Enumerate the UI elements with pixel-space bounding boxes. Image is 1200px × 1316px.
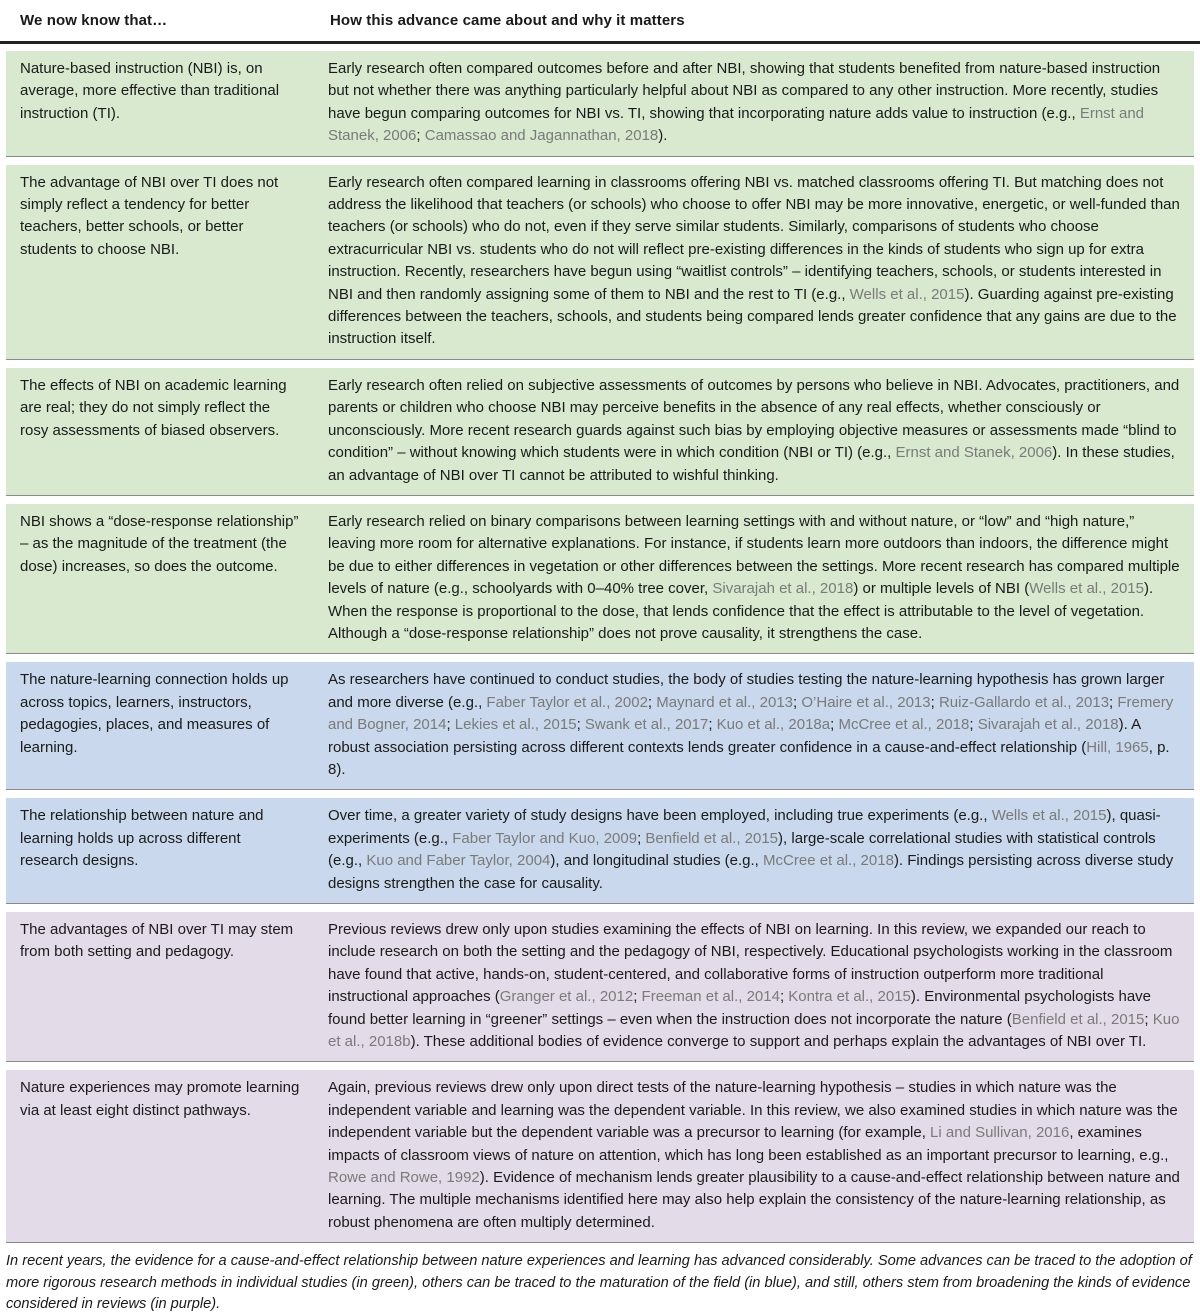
explanation-text: ), large-scale correlational studies with statistical controls (e.g., — [328, 829, 1156, 870]
explanation-text: ; — [446, 716, 455, 734]
finding-cell: The advantage of NBI over TI does not simply reflect a tendency for better teachers, better schools, or better students to choose NBI. — [20, 173, 279, 258]
finding-cell: NBI shows a “dose-response relationship” – as the magnitude of the treatment (the dose) increases, so does the outcome. — [20, 512, 299, 575]
explanation-text: Over time, a greater variety of study designs have been employed, including true experiments (e.g., — [328, 807, 992, 825]
finding-cell: Nature experiences may promote learning via at least eight distinct pathways. — [20, 1079, 300, 1119]
explanation-text: ). These additional bodies of evidence converge to support and perhaps explain the advantages of NBI over TI. — [410, 1033, 1147, 1051]
citation-link[interactable]: Kuo et al., 2018a — [716, 716, 831, 734]
explanation-text: ; — [708, 716, 717, 734]
table-row — [6, 1070, 1194, 1243]
explanation-text: Previous reviews drew only upon studies examining the effects of NBI on learning. In this review, we expanded our reach to include research on both the setting and the pedagogy of NBI, respectively. Educational psychologists working in the classroom have found that active, hands-on, student-centered, and collaborative forms of instruction outperform more traditional instructional approaches ( — [328, 921, 1173, 1006]
explanation-text: ; — [830, 716, 839, 734]
citation-link[interactable]: Ernst and Stanek, 2006 — [895, 444, 1053, 462]
explanation-text: ). Guarding against pre-existing differences between the teachers, schools, and students being compared lends greater confidence that any gains are due to the instruction itself. — [328, 285, 1177, 348]
explanation-text: ). Findings persisting across diverse study designs strengthen the case for causality. — [328, 852, 1174, 892]
explanation-cell — [312, 368, 1194, 495]
explanation-text: ; — [647, 693, 657, 711]
explanation-text: ; — [930, 693, 939, 711]
explanation-cell — [312, 662, 1194, 789]
finding-cell: The relationship between nature and learning holds up across different research designs. — [20, 807, 264, 870]
citation-link[interactable]: Fremery and Bogner, 2014 — [328, 693, 1174, 734]
table-row — [6, 368, 1194, 496]
explanation-text: Early research often relied on subjective assessments of outcomes by persons who believe in NBI. Advocates, practitioners, and parents or children who choose NBI may perceive benefits in the absence of any real effects, whether consciously or unconsciously. More recent research guards against such bias by employing objective measures or assessments made “blind to condition” – without knowing which students were in which condition (NBI or TI) (e.g., — [328, 376, 1180, 462]
explanation-text: ; — [969, 716, 978, 734]
table-header — [0, 0, 1200, 44]
citation-link[interactable]: Rowe and Rowe, 1992 — [328, 1169, 480, 1187]
citation-link[interactable]: Maynard et al., 2013 — [656, 693, 794, 711]
citation-link[interactable]: Freeman et al., 2014 — [641, 988, 780, 1006]
explanation-text: ). Evidence of mechanism lends greater plausibility to a cause-and-effect relationship between nature and learning. The multiple mechanisms identified here may also help explain the consistency of the nature-learning relationship, as robust phenomena are often multiply determined. — [328, 1169, 1180, 1231]
citation-link[interactable]: Sivarajah et al., 2018 — [712, 580, 854, 598]
explanation-cell — [312, 798, 1194, 903]
citation-link[interactable]: Granger et al., 2012 — [499, 988, 634, 1006]
table-body — [0, 51, 1200, 1243]
explanation-text: ). — [658, 127, 668, 145]
table-row — [6, 662, 1194, 790]
explanation-text: ). Environmental psychologists have found better learning in “greener” settings – even when the instruction does not incorporate the nature ( — [328, 988, 1152, 1028]
explanation-text: ; — [1144, 1010, 1153, 1028]
explanation-text: Early research often compared outcomes before and after NBI, showing that students benefited from nature-based instruction but not whether there was anything particularly helpful about NBI as compared to any other instruction. More recently, studies have begun comparing outcomes for NBI vs. TI, showing that incorporating nature adds value to instruction (e.g., — [328, 60, 1161, 122]
explanation-text: ), quasi-experiments (e.g., — [328, 807, 1161, 847]
explanation-text: As researchers have continued to conduct studies, the body of studies testing the nature-learning hypothesis has grown larger and more diverse (e.g., — [328, 671, 1165, 711]
header-col-known: We now know that… — [20, 12, 168, 29]
explanation-text: ). In these studies, an advantage of NBI over TI cannot be attributed to wishful thinking. — [328, 444, 1175, 484]
table-row — [6, 798, 1194, 904]
table-row — [6, 504, 1194, 654]
citation-link[interactable]: Wells et al., 2015 — [1029, 580, 1144, 598]
explanation-text: ; — [779, 988, 789, 1006]
citation-link[interactable]: Benfield et al., 2015 — [1011, 1010, 1145, 1028]
finding-cell: Nature-based instruction (NBI) is, on average, more effective than traditional instruction (TI). — [20, 60, 280, 122]
table-caption: In recent years, the evidence for a cause-and-effect relationship between nature experiences and learning has advanced considerably. Some advances can be traced to the adoption of more rigorous research methods in individual studies (in green), others can be traced to the maturation of the field (in blue), and still, others stem from broadening the kinds of evidence considered in reviews (in purple). — [6, 1253, 1192, 1313]
finding-cell: The effects of NBI on academic learning are real; they do not simply reflect the rosy assessments of biased observers. — [20, 376, 287, 439]
citation-link[interactable]: Kuo et al., 2018b — [328, 1010, 1180, 1051]
citation-link[interactable]: Ruiz-Gallardo et al., 2013 — [938, 693, 1110, 711]
explanation-text: ; — [637, 829, 646, 847]
explanation-cell — [312, 504, 1194, 653]
table-row — [6, 165, 1194, 360]
citation-link[interactable]: Sivarajah et al., 2018 — [977, 716, 1119, 734]
explanation-text: ; — [576, 716, 585, 734]
explanation-text: ; — [1109, 693, 1118, 711]
citation-link[interactable]: Faber Taylor and Kuo, 2009 — [452, 829, 638, 847]
citation-link[interactable]: Kuo and Faber Taylor, 2004 — [366, 852, 551, 870]
citation-link[interactable]: Hill, 1965 — [1086, 738, 1149, 756]
explanation-text: Early research often compared learning in classrooms offering NBI vs. matched classrooms offering TI. But matching does not address the likelihood that teachers (or schools) who choose to offer NBI may be more innovative, energetic, or well-funded than teachers (or schools) who do not, even if they serve similar students. Similarly, comparisons of students who choose extracurricular NBI vs. students who do not will reflect pre-existing differences in the kinds of students who sign up for extra instruction. Recently, researchers have begun using “waitlist controls” – identifying teachers, schools, or students interested in NBI and then randomly assigning some of them to NBI and the rest to TI (e.g., — [328, 173, 1180, 303]
explanation-text: , p. 8). — [328, 738, 1170, 778]
explanation-text: Early research relied on binary comparisons between learning settings with and without nature, or “low” and “high nature,” leaving more room for alternative explanations. For instance, if students learn more outdoors than indoors, the difference might be due to either differences in vegetation or other differences between the settings. More recent research has compared multiple levels of nature (e.g., schoolyards with 0–40% tree cover, — [328, 512, 1180, 598]
explanation-text: Again, previous reviews drew only upon direct tests of the nature-learning hypothesis – studies in which nature was the independent variable and learning was the dependent variable. In this review, we also examined studies in which nature was the independent variable but the dependent variable was a precursor to learning (for example, — [328, 1079, 1178, 1142]
explanation-cell — [312, 1070, 1194, 1242]
citation-link[interactable]: Benfield et al., 2015 — [645, 829, 779, 847]
citation-link[interactable]: Ernst and Stanek, 2006 — [328, 104, 1145, 145]
finding-cell: The advantages of NBI over TI may stem from both setting and pedagogy. — [20, 921, 294, 961]
citation-link[interactable]: Swank et al., 2017 — [584, 716, 709, 734]
table-row — [6, 51, 1194, 157]
explanation-cell — [312, 912, 1194, 1061]
citation-link[interactable]: McCree et al., 2018 — [838, 716, 970, 734]
explanation-text: ; — [416, 127, 425, 145]
citation-link[interactable]: Li and Sullivan, 2016 — [930, 1124, 1070, 1142]
explanation-text: ; — [793, 693, 802, 711]
citation-link[interactable]: Lekies et al., 2015 — [454, 716, 577, 734]
explanation-cell — [312, 51, 1194, 156]
citation-link[interactable]: O’Haire et al., 2013 — [801, 693, 931, 711]
citation-link[interactable]: McCree et al., 2018 — [763, 852, 894, 870]
explanation-text: ) or multiple levels of NBI ( — [853, 580, 1030, 598]
finding-cell: The nature-learning connection holds up across topics, learners, instructors, pedagogies, places, and measures of learning. — [20, 671, 289, 756]
explanation-cell — [312, 165, 1194, 359]
table-row — [6, 912, 1194, 1062]
explanation-text: ). When the response is proportional to the dose, that lends confidence that the effect is attributable to the level of vegetation. Although a “dose-response relationship” does not prove causality, it strengthens the case. — [328, 580, 1154, 642]
explanation-text: ), and longitudinal studies (e.g., — [550, 852, 764, 870]
explanation-text: ; — [633, 988, 642, 1006]
explanation-text: , examines impacts of classroom views of nature on attention, which has long been established as an important precursor to learning, e.g., — [328, 1124, 1169, 1164]
citation-link[interactable]: Faber Taylor et al., 2002 — [486, 693, 648, 711]
citation-link[interactable]: Wells et al., 2015 — [849, 285, 965, 303]
explanation-text: ). A robust association persisting across different contexts lends greater confidence in a cause-and-effect relationship ( — [328, 716, 1141, 756]
header-col-advance: How this advance came about and why it matters — [330, 12, 685, 29]
citation-link[interactable]: Wells et al., 2015 — [991, 807, 1107, 825]
citation-link[interactable]: Camassao and Jagannathan, 2018 — [424, 127, 659, 145]
citation-link[interactable]: Kontra et al., 2015 — [788, 988, 911, 1006]
